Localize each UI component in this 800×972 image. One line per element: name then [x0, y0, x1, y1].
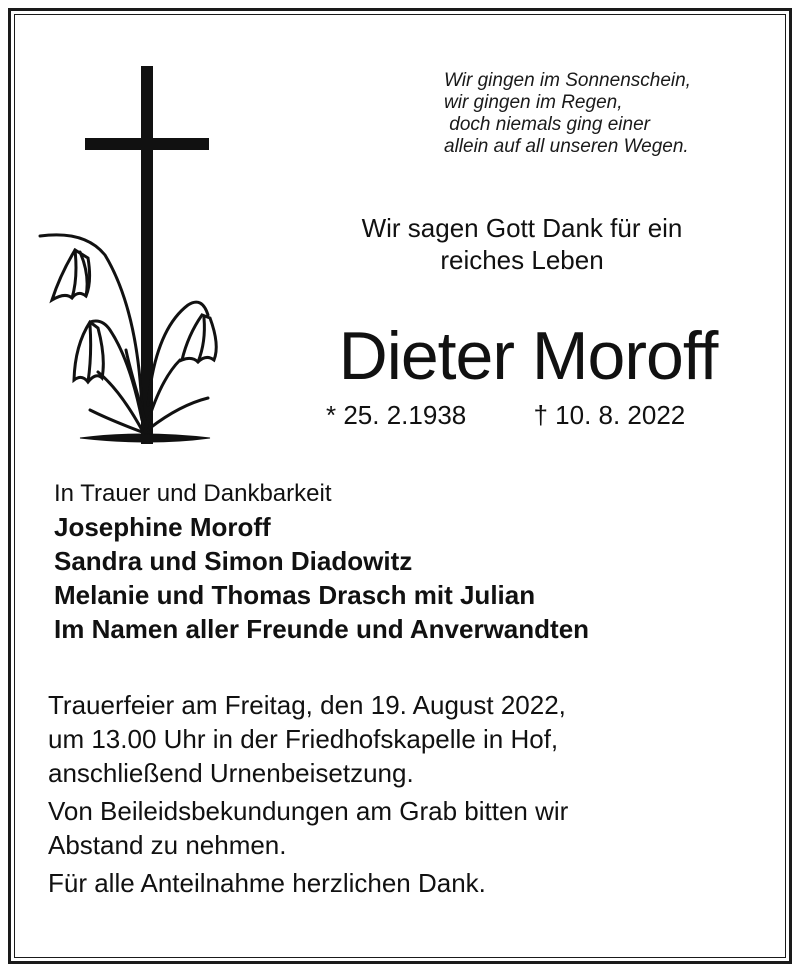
thanks-line-1: Wir sagen Gott Dank für ein	[361, 213, 683, 243]
ceremony-line: um 13.00 Uhr in der Friedhofskapelle in Hof,	[48, 724, 559, 754]
thanks-line-2: reiches Leben	[440, 245, 604, 275]
cross-and-snowdrops-illustration	[30, 60, 250, 455]
mourners-block	[54, 478, 774, 646]
ceremony-line: anschließend Urnenbeisetzung.	[48, 758, 414, 788]
condolence-line: Von Beileidsbekundungen am Grab bitten wir	[48, 796, 569, 826]
deceased-name: Dieter Moroff	[338, 318, 718, 394]
birth-date: * 25. 2.1938	[326, 400, 467, 430]
poem-line: wir gingen im Regen,	[444, 92, 623, 113]
poem-line: allein auf all unseren Wegen.	[444, 136, 689, 157]
ceremony-line: Trauerfeier am Freitag, den 19. August 2022,	[48, 690, 566, 720]
thanks-text	[312, 212, 732, 276]
poem-line: Wir gingen im Sonnenschein,	[444, 70, 691, 91]
mourner-name: Sandra und Simon Diadowitz	[54, 546, 413, 576]
mourner-name: Melanie und Thomas Drasch mit Julian	[54, 580, 536, 610]
mourner-name: Im Namen aller Freunde und Anverwandten	[54, 614, 590, 644]
condolence-line: Abstand zu nehmen.	[48, 830, 287, 860]
mourners-intro: In Trauer und Dankbarkeit	[54, 480, 332, 507]
funeral-info	[48, 688, 768, 900]
snowdrop-flowers-icon	[40, 235, 216, 442]
poem	[444, 70, 774, 158]
life-dates	[326, 398, 685, 432]
poem-line: doch niemals ging einer	[444, 114, 650, 135]
death-date: † 10. 8. 2022	[533, 400, 686, 430]
closing-line: Für alle Anteilnahme herzlichen Dank.	[48, 868, 486, 898]
mourner-name: Josephine Moroff	[54, 512, 271, 542]
